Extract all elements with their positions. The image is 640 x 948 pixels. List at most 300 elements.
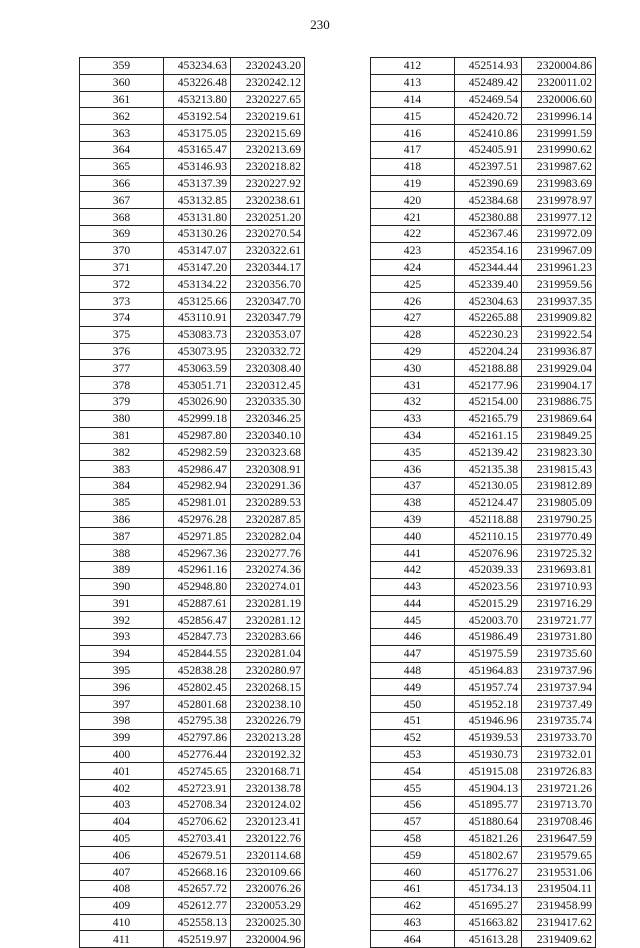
y-coordinate-cell: 2319737.49 (522, 696, 596, 713)
y-coordinate-cell: 2319937.35 (522, 293, 596, 310)
table-row (80, 914, 305, 931)
table-row (80, 377, 305, 394)
table-row (80, 461, 305, 478)
point-number-cell: 418 (371, 158, 455, 175)
y-coordinate-cell: 2320332.72 (231, 343, 305, 360)
point-number-cell: 411 (80, 931, 164, 948)
x-coordinate-cell: 452948.80 (164, 578, 231, 595)
x-coordinate-cell: 452706.62 (164, 813, 231, 830)
y-coordinate-cell: 2320308.40 (231, 360, 305, 377)
x-coordinate-cell: 452967.36 (164, 545, 231, 562)
table-row (371, 763, 596, 780)
y-coordinate-cell: 2319647.59 (522, 830, 596, 847)
table-row (80, 545, 305, 562)
x-coordinate-cell: 452668.16 (164, 864, 231, 881)
x-coordinate-cell: 452844.55 (164, 645, 231, 662)
x-coordinate-cell: 452154.00 (455, 393, 522, 410)
table-row (80, 74, 305, 91)
table-row (80, 763, 305, 780)
point-number-cell: 377 (80, 360, 164, 377)
point-number-cell: 428 (371, 326, 455, 343)
table-row (80, 830, 305, 847)
y-coordinate-cell: 2319579.65 (522, 847, 596, 864)
point-number-cell: 389 (80, 561, 164, 578)
y-coordinate-cell: 2320124.02 (231, 797, 305, 814)
point-number-cell: 362 (80, 108, 164, 125)
y-coordinate-cell: 2319967.09 (522, 242, 596, 259)
x-coordinate-cell: 453234.63 (164, 58, 231, 75)
point-number-cell: 381 (80, 427, 164, 444)
point-number-cell: 375 (80, 326, 164, 343)
y-coordinate-cell: 2320281.04 (231, 645, 305, 662)
y-coordinate-cell: 2320277.76 (231, 545, 305, 562)
y-coordinate-cell: 2319710.93 (522, 578, 596, 595)
x-coordinate-cell: 453226.48 (164, 74, 231, 91)
table-row (371, 58, 596, 75)
table-row (80, 225, 305, 242)
table-row (80, 645, 305, 662)
table-row (371, 847, 596, 864)
x-coordinate-cell: 452838.28 (164, 662, 231, 679)
point-number-cell: 417 (371, 141, 455, 158)
x-coordinate-cell: 451964.83 (455, 662, 522, 679)
table-row (80, 629, 305, 646)
point-number-cell: 443 (371, 578, 455, 595)
x-coordinate-cell: 452384.68 (455, 192, 522, 209)
point-number-cell: 424 (371, 259, 455, 276)
y-coordinate-cell: 2320243.20 (231, 58, 305, 75)
x-coordinate-cell: 453132.85 (164, 192, 231, 209)
point-number-cell: 374 (80, 309, 164, 326)
x-coordinate-cell: 452489.42 (455, 74, 522, 91)
table-row (371, 578, 596, 595)
point-number-cell: 379 (80, 393, 164, 410)
table-row (371, 209, 596, 226)
x-coordinate-cell: 452856.47 (164, 612, 231, 629)
y-coordinate-cell: 2320168.71 (231, 763, 305, 780)
point-number-cell: 393 (80, 629, 164, 646)
x-coordinate-cell: 451880.64 (455, 813, 522, 830)
x-coordinate-cell: 452204.24 (455, 343, 522, 360)
page-number: 230 (310, 17, 330, 32)
table-row (80, 108, 305, 125)
point-number-cell: 435 (371, 444, 455, 461)
x-coordinate-cell: 452514.93 (455, 58, 522, 75)
table-row (80, 797, 305, 814)
point-number-cell: 384 (80, 477, 164, 494)
point-number-cell: 464 (371, 931, 455, 948)
y-coordinate-cell: 2319721.26 (522, 780, 596, 797)
point-number-cell: 438 (371, 494, 455, 511)
table-row (371, 108, 596, 125)
table-row (80, 125, 305, 142)
point-number-cell: 395 (80, 662, 164, 679)
y-coordinate-cell: 2319737.96 (522, 662, 596, 679)
point-number-cell: 398 (80, 713, 164, 730)
x-coordinate-cell: 452420.72 (455, 108, 522, 125)
point-number-cell: 458 (371, 830, 455, 847)
point-number-cell: 449 (371, 679, 455, 696)
y-coordinate-cell: 2319770.49 (522, 528, 596, 545)
table-row (80, 713, 305, 730)
point-number-cell: 415 (371, 108, 455, 125)
y-coordinate-cell: 2320218.82 (231, 158, 305, 175)
x-coordinate-cell: 451915.08 (455, 763, 522, 780)
x-coordinate-cell: 451734.13 (455, 881, 522, 898)
x-coordinate-cell: 452708.34 (164, 797, 231, 814)
y-coordinate-cell: 2320213.69 (231, 141, 305, 158)
point-number-cell: 440 (371, 528, 455, 545)
x-coordinate-cell: 451613.28 (455, 931, 522, 948)
table-row (371, 259, 596, 276)
y-coordinate-cell: 2319735.74 (522, 713, 596, 730)
point-number-cell: 410 (80, 914, 164, 931)
y-coordinate-cell: 2320076.26 (231, 881, 305, 898)
point-number-cell: 447 (371, 645, 455, 662)
y-coordinate-cell: 2320219.61 (231, 108, 305, 125)
table-row (80, 578, 305, 595)
x-coordinate-cell: 452679.51 (164, 847, 231, 864)
table-row (371, 662, 596, 679)
x-coordinate-cell: 452847.73 (164, 629, 231, 646)
x-coordinate-cell: 453134.22 (164, 276, 231, 293)
x-coordinate-cell: 452130.05 (455, 477, 522, 494)
table-row (371, 881, 596, 898)
y-coordinate-cell: 2320347.70 (231, 293, 305, 310)
point-number-cell: 402 (80, 780, 164, 797)
point-number-cell: 430 (371, 360, 455, 377)
table-row (80, 293, 305, 310)
point-number-cell: 423 (371, 242, 455, 259)
x-coordinate-cell: 452723.91 (164, 780, 231, 797)
point-number-cell: 388 (80, 545, 164, 562)
x-coordinate-cell: 452380.88 (455, 209, 522, 226)
coordinates-table-left-body (80, 58, 305, 948)
y-coordinate-cell: 2320344.17 (231, 259, 305, 276)
table-row (371, 309, 596, 326)
table-row (371, 192, 596, 209)
table-row (80, 864, 305, 881)
point-number-cell: 460 (371, 864, 455, 881)
point-number-cell: 434 (371, 427, 455, 444)
y-coordinate-cell: 2320356.70 (231, 276, 305, 293)
table-row (371, 595, 596, 612)
x-coordinate-cell: 452519.97 (164, 931, 231, 948)
point-number-cell: 463 (371, 914, 455, 931)
y-coordinate-cell: 2320114.68 (231, 847, 305, 864)
y-coordinate-cell: 2319731.80 (522, 629, 596, 646)
y-coordinate-cell: 2320347.79 (231, 309, 305, 326)
point-number-cell: 412 (371, 58, 455, 75)
table-row (80, 427, 305, 444)
y-coordinate-cell: 2319733.70 (522, 729, 596, 746)
x-coordinate-cell: 452165.79 (455, 410, 522, 427)
y-coordinate-cell: 2319886.75 (522, 393, 596, 410)
point-number-cell: 394 (80, 645, 164, 662)
point-number-cell: 399 (80, 729, 164, 746)
y-coordinate-cell: 2320322.61 (231, 242, 305, 259)
table-row (371, 780, 596, 797)
table-row (371, 125, 596, 142)
y-coordinate-cell: 2319732.01 (522, 746, 596, 763)
y-coordinate-cell: 2320053.29 (231, 897, 305, 914)
y-coordinate-cell: 2319790.25 (522, 511, 596, 528)
table-row (80, 91, 305, 108)
y-coordinate-cell: 2319725.32 (522, 545, 596, 562)
x-coordinate-cell: 451776.27 (455, 864, 522, 881)
x-coordinate-cell: 452745.65 (164, 763, 231, 780)
point-number-cell: 414 (371, 91, 455, 108)
y-coordinate-cell: 2319904.17 (522, 377, 596, 394)
table-row (371, 679, 596, 696)
table-row (371, 377, 596, 394)
point-number-cell: 360 (80, 74, 164, 91)
point-number-cell: 422 (371, 225, 455, 242)
table-row (80, 813, 305, 830)
point-number-cell: 427 (371, 309, 455, 326)
x-coordinate-cell: 451904.13 (455, 780, 522, 797)
table-row (80, 847, 305, 864)
table-row (371, 696, 596, 713)
point-number-cell: 378 (80, 377, 164, 394)
y-coordinate-cell: 2319708.46 (522, 813, 596, 830)
y-coordinate-cell: 2320346.25 (231, 410, 305, 427)
point-number-cell: 413 (371, 74, 455, 91)
point-number-cell: 403 (80, 797, 164, 814)
table-row (371, 830, 596, 847)
x-coordinate-cell: 452797.86 (164, 729, 231, 746)
x-coordinate-cell: 452230.23 (455, 326, 522, 343)
y-coordinate-cell: 2320287.85 (231, 511, 305, 528)
point-number-cell: 446 (371, 629, 455, 646)
y-coordinate-cell: 2320215.69 (231, 125, 305, 142)
y-coordinate-cell: 2320192.32 (231, 746, 305, 763)
point-number-cell: 431 (371, 377, 455, 394)
y-coordinate-cell: 2319693.81 (522, 561, 596, 578)
y-coordinate-cell: 2319936.87 (522, 343, 596, 360)
y-coordinate-cell: 2320123.41 (231, 813, 305, 830)
table-row (371, 612, 596, 629)
y-coordinate-cell: 2320291.36 (231, 477, 305, 494)
x-coordinate-cell: 452367.46 (455, 225, 522, 242)
table-row (371, 729, 596, 746)
y-coordinate-cell: 2319823.30 (522, 444, 596, 461)
x-coordinate-cell: 452961.16 (164, 561, 231, 578)
x-coordinate-cell: 453131.80 (164, 209, 231, 226)
x-coordinate-cell: 453192.54 (164, 108, 231, 125)
y-coordinate-cell: 2320281.12 (231, 612, 305, 629)
y-coordinate-cell: 2319869.64 (522, 410, 596, 427)
y-coordinate-cell: 2320226.79 (231, 713, 305, 730)
table-row (371, 931, 596, 948)
y-coordinate-cell: 2319812.89 (522, 477, 596, 494)
point-number-cell: 371 (80, 259, 164, 276)
table-row (80, 309, 305, 326)
table-row (371, 746, 596, 763)
y-coordinate-cell: 2319996.14 (522, 108, 596, 125)
point-number-cell: 408 (80, 881, 164, 898)
table-row (80, 729, 305, 746)
x-coordinate-cell: 452802.45 (164, 679, 231, 696)
y-coordinate-cell: 2319737.94 (522, 679, 596, 696)
y-coordinate-cell: 2319849.25 (522, 427, 596, 444)
point-number-cell: 441 (371, 545, 455, 562)
point-number-cell: 385 (80, 494, 164, 511)
point-number-cell: 451 (371, 713, 455, 730)
point-number-cell: 445 (371, 612, 455, 629)
x-coordinate-cell: 452657.72 (164, 881, 231, 898)
x-coordinate-cell: 453165.47 (164, 141, 231, 158)
point-number-cell: 429 (371, 343, 455, 360)
x-coordinate-cell: 452118.88 (455, 511, 522, 528)
table-row (80, 175, 305, 192)
table-row (371, 528, 596, 545)
table-row (80, 444, 305, 461)
x-coordinate-cell: 451663.82 (455, 914, 522, 931)
table-row (371, 494, 596, 511)
y-coordinate-cell: 2319716.29 (522, 595, 596, 612)
table-row (371, 360, 596, 377)
x-coordinate-cell: 452390.69 (455, 175, 522, 192)
x-coordinate-cell: 453125.66 (164, 293, 231, 310)
table-row (371, 444, 596, 461)
point-number-cell: 390 (80, 578, 164, 595)
x-coordinate-cell: 453083.73 (164, 326, 231, 343)
x-coordinate-cell: 451821.26 (455, 830, 522, 847)
y-coordinate-cell: 2320280.97 (231, 662, 305, 679)
point-number-cell: 459 (371, 847, 455, 864)
x-coordinate-cell: 453175.05 (164, 125, 231, 142)
y-coordinate-cell: 2320006.60 (522, 91, 596, 108)
x-coordinate-cell: 452265.88 (455, 309, 522, 326)
x-coordinate-cell: 452015.29 (455, 595, 522, 612)
y-coordinate-cell: 2320109.66 (231, 864, 305, 881)
table-row (371, 813, 596, 830)
y-coordinate-cell: 2320283.66 (231, 629, 305, 646)
table-row (371, 158, 596, 175)
y-coordinate-cell: 2319961.23 (522, 259, 596, 276)
x-coordinate-cell: 452801.68 (164, 696, 231, 713)
point-number-cell: 436 (371, 461, 455, 478)
point-number-cell: 401 (80, 763, 164, 780)
table-row (371, 393, 596, 410)
point-number-cell: 366 (80, 175, 164, 192)
table-row (80, 595, 305, 612)
x-coordinate-cell: 452410.86 (455, 125, 522, 142)
x-coordinate-cell: 452023.56 (455, 578, 522, 595)
x-coordinate-cell: 452076.96 (455, 545, 522, 562)
x-coordinate-cell: 451939.53 (455, 729, 522, 746)
table-row (80, 410, 305, 427)
y-coordinate-cell: 2320340.10 (231, 427, 305, 444)
point-number-cell: 457 (371, 813, 455, 830)
point-number-cell: 450 (371, 696, 455, 713)
y-coordinate-cell: 2320335.30 (231, 393, 305, 410)
x-coordinate-cell: 452139.42 (455, 444, 522, 461)
point-number-cell: 419 (371, 175, 455, 192)
y-coordinate-cell: 2319972.09 (522, 225, 596, 242)
x-coordinate-cell: 452986.47 (164, 461, 231, 478)
x-coordinate-cell: 452405.91 (455, 141, 522, 158)
point-number-cell: 448 (371, 662, 455, 679)
table-row (371, 897, 596, 914)
table-row (371, 175, 596, 192)
point-number-cell: 359 (80, 58, 164, 75)
table-row (80, 746, 305, 763)
x-coordinate-cell: 453146.93 (164, 158, 231, 175)
table-row (371, 629, 596, 646)
table-row (80, 276, 305, 293)
x-coordinate-cell: 452135.38 (455, 461, 522, 478)
y-coordinate-cell: 2319409.62 (522, 931, 596, 948)
table-row (371, 427, 596, 444)
table-row (371, 461, 596, 478)
y-coordinate-cell: 2319531.06 (522, 864, 596, 881)
table-row (80, 780, 305, 797)
table-row (371, 511, 596, 528)
y-coordinate-cell: 2320323.68 (231, 444, 305, 461)
y-coordinate-cell: 2319909.82 (522, 309, 596, 326)
x-coordinate-cell: 452124.47 (455, 494, 522, 511)
x-coordinate-cell: 452397.51 (455, 158, 522, 175)
y-coordinate-cell: 2319805.09 (522, 494, 596, 511)
x-coordinate-cell: 451975.59 (455, 645, 522, 662)
y-coordinate-cell: 2319987.62 (522, 158, 596, 175)
y-coordinate-cell: 2320289.53 (231, 494, 305, 511)
x-coordinate-cell: 451802.67 (455, 847, 522, 864)
point-number-cell: 369 (80, 225, 164, 242)
y-coordinate-cell: 2319991.59 (522, 125, 596, 142)
table-row (80, 528, 305, 545)
table-row (80, 897, 305, 914)
x-coordinate-cell: 451952.18 (455, 696, 522, 713)
x-coordinate-cell: 452188.88 (455, 360, 522, 377)
table-row (80, 511, 305, 528)
point-number-cell: 370 (80, 242, 164, 259)
x-coordinate-cell: 451930.73 (455, 746, 522, 763)
x-coordinate-cell: 451946.96 (455, 713, 522, 730)
y-coordinate-cell: 2320004.86 (522, 58, 596, 75)
table-row (80, 931, 305, 948)
x-coordinate-cell: 452999.18 (164, 410, 231, 427)
table-row (371, 410, 596, 427)
table-row (80, 477, 305, 494)
coordinates-table-left (79, 57, 305, 948)
x-coordinate-cell: 453213.80 (164, 91, 231, 108)
point-number-cell: 420 (371, 192, 455, 209)
y-coordinate-cell: 2320227.65 (231, 91, 305, 108)
y-coordinate-cell: 2320122.76 (231, 830, 305, 847)
y-coordinate-cell: 2320011.02 (522, 74, 596, 91)
table-row (80, 612, 305, 629)
point-number-cell: 432 (371, 393, 455, 410)
point-number-cell: 421 (371, 209, 455, 226)
point-number-cell: 386 (80, 511, 164, 528)
point-number-cell: 437 (371, 477, 455, 494)
table-row (371, 477, 596, 494)
point-number-cell: 387 (80, 528, 164, 545)
table-row (80, 242, 305, 259)
point-number-cell: 372 (80, 276, 164, 293)
point-number-cell: 383 (80, 461, 164, 478)
point-number-cell: 404 (80, 813, 164, 830)
table-row (371, 343, 596, 360)
point-number-cell: 364 (80, 141, 164, 158)
table-row (80, 209, 305, 226)
table-row (371, 225, 596, 242)
x-coordinate-cell: 452039.33 (455, 561, 522, 578)
table-row (80, 343, 305, 360)
